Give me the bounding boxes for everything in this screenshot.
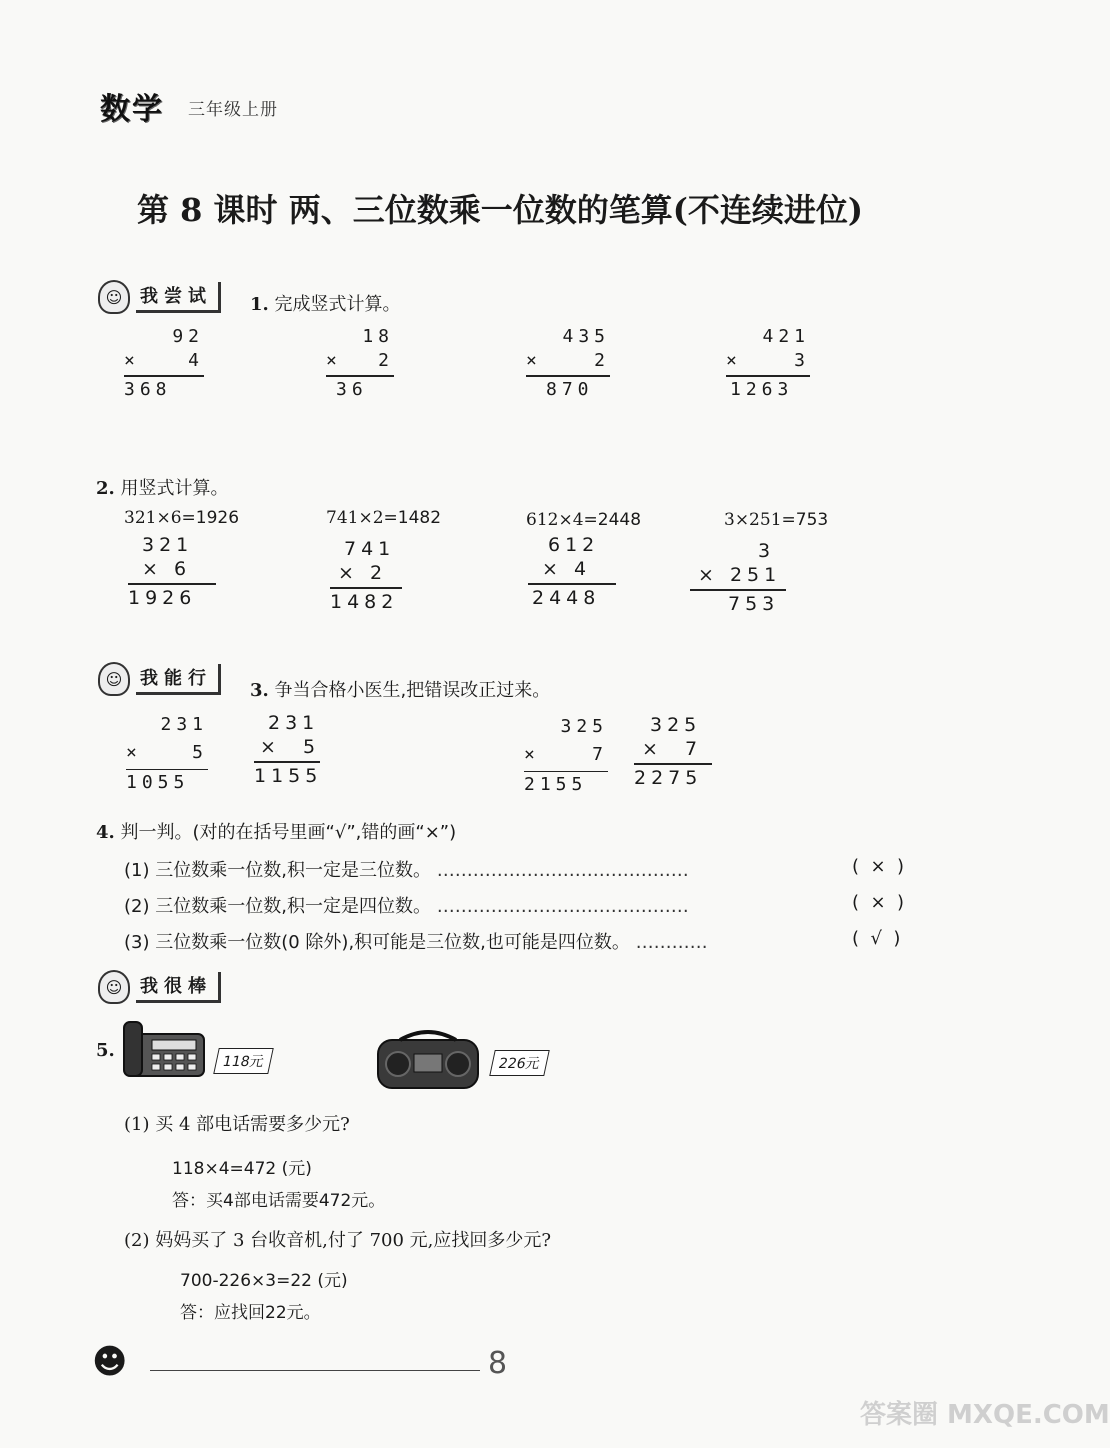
vertical-calc: 435 × 2 870 — [526, 326, 610, 403]
question-text: 完成竖式计算。 — [274, 294, 401, 315]
vertical-calc-wrong: 325 × 7 2155 — [524, 716, 608, 795]
answer: 870 — [546, 379, 594, 400]
answer: 753 — [795, 510, 829, 530]
price-tag: 118元 — [213, 1048, 273, 1074]
vertical-calc: 18 × 2 36 — [326, 326, 394, 403]
answer: 1482 — [397, 508, 442, 528]
vertical-calc: 321 × 6 1926 — [128, 534, 216, 611]
section-label: 我能行 — [136, 664, 221, 695]
sub-question: (1) 买 4 部电话需要多少元? — [124, 1114, 350, 1135]
vertical-calc: 3 × 251 753 — [690, 540, 786, 617]
answer: 1155 — [254, 765, 323, 787]
vertical-calc-fixed: 231 × 5 1155 — [254, 712, 323, 787]
mascot-icon: ☺ — [98, 970, 130, 1004]
section-label: 我很棒 — [136, 972, 221, 1003]
answer: 1926 — [128, 587, 197, 609]
price-tag: 226元 — [489, 1050, 549, 1076]
answer-work: 118×4=472 (元) — [172, 1159, 312, 1179]
answer: 1482 — [330, 591, 399, 613]
section-badge-great — [98, 972, 221, 1002]
answer: × — [870, 892, 886, 913]
judge-item: (1) 三位数乘一位数,积一定是三位数。 …………………………………… — [124, 860, 689, 881]
question-5: 5. — [96, 1040, 115, 1061]
watermark: 答案圈 MXQE.COM — [860, 1400, 1110, 1430]
judge-answer: ( √ ) — [852, 928, 901, 949]
radio-cassette-icon — [372, 1026, 484, 1092]
sub-question: (2) 妈妈买了 3 台收音机,付了 700 元,应找回多少元? — [124, 1230, 552, 1251]
telephone-icon — [122, 1018, 208, 1080]
page-number: 8 — [488, 1346, 508, 1381]
book-grade: 三年级上册 — [188, 100, 278, 120]
section-label: 我尝试 — [136, 282, 221, 313]
question-1: 1. 完成竖式计算。 — [250, 294, 401, 315]
answer-work: 700-226×3=22 (元) — [180, 1271, 348, 1291]
mascot-footer-icon: ☻ — [92, 1342, 128, 1382]
answer-sentence: 答：买4部电话需要472元。 — [172, 1191, 386, 1211]
mascot-icon: ☺ — [98, 280, 130, 314]
judge-answer: ( × ) — [852, 856, 905, 877]
answer: 368 — [124, 379, 172, 400]
judge-item: (3) 三位数乘一位数(0 除外),积可能是三位数,也可能是四位数。 ………… — [124, 932, 708, 953]
vertical-calc-fixed: 325 × 7 2275 — [634, 714, 712, 791]
vertical-calc: 612 × 4 2448 — [528, 534, 616, 611]
answer: 753 — [728, 593, 780, 615]
judge-item: (2) 三位数乘一位数,积一定是四位数。 …………………………………… — [124, 896, 689, 917]
vertical-calc: 92 × 4 368 — [124, 326, 204, 403]
question-text: 判一判。(对的在括号里画“√”,错的画“×”) — [120, 822, 457, 843]
answer: 1926 — [195, 508, 240, 528]
answer: 1263 — [730, 379, 794, 400]
answer: 2448 — [597, 510, 642, 530]
footer-rule — [150, 1370, 480, 1371]
section-badge-try — [98, 282, 221, 312]
equation: 612×4=2448 — [526, 510, 642, 530]
question-text: 用竖式计算。 — [120, 478, 229, 499]
answer: × — [870, 856, 886, 877]
vertical-calc: 741 × 2 1482 — [330, 538, 402, 615]
equation: 3×251=753 — [724, 510, 829, 530]
judge-answer: ( × ) — [852, 892, 905, 913]
question-text: 争当合格小医生,把错误改正过来。 — [274, 680, 551, 701]
vertical-calc: 421 × 3 1263 — [726, 326, 810, 403]
answer: 36 — [336, 379, 368, 400]
question-3: 3. 争当合格小医生,把错误改正过来。 — [250, 680, 551, 701]
vertical-calc-wrong: 231 × 5 1055 — [126, 714, 208, 793]
lesson-title: 第 8 课时 两、三位数乘一位数的笔算(不连续进位) — [137, 191, 863, 229]
answer: √ — [870, 928, 882, 949]
answer: 2448 — [532, 587, 601, 609]
question-4: 4. 判一判。(对的在括号里画“√”,错的画“×”) — [96, 822, 457, 843]
equation: 321×6=1926 — [124, 508, 240, 528]
section-badge-can — [98, 664, 221, 694]
answer-sentence: 答：应找回22元。 — [180, 1303, 321, 1323]
book-subject: 数学 — [100, 92, 164, 127]
answer: 2275 — [634, 767, 703, 789]
mascot-icon: ☺ — [98, 662, 130, 696]
question-2: 2. 用竖式计算。 — [96, 478, 229, 499]
equation: 741×2=1482 — [326, 508, 442, 528]
